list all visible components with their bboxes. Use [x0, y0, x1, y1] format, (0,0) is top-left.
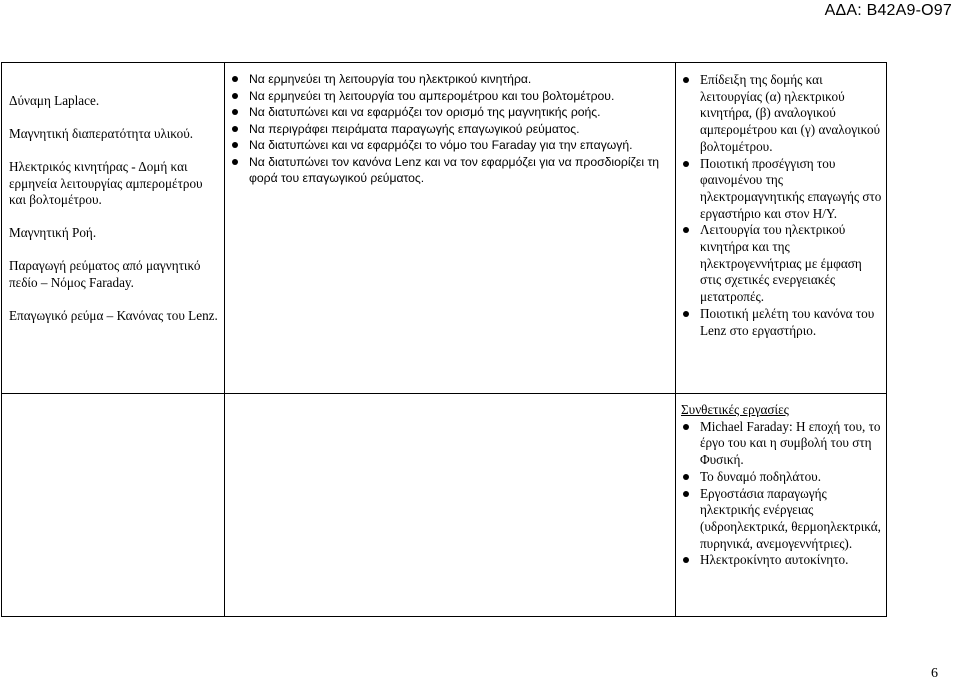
list-item [249, 71, 667, 88]
list-item [249, 104, 667, 121]
page-number: 6 [931, 666, 938, 681]
activity-text: Λειτουργία του ηλεκτρικού κινητήρα και της ηλεκτρογεννήτριας με έμφαση στις σχετικές ενεργειακές μετατροπές. [700, 222, 862, 305]
list-item [700, 222, 882, 306]
objective-text: Να διατυπώνει και να εφαρμόζει το νόμο του Faraday για την επαγωγή. [249, 138, 633, 152]
list-item [249, 137, 667, 154]
synthetic-text: Michael Faraday: Η εποχή του, το έργο του και η συμβολή του στη Φυσική. [700, 418, 881, 468]
topics-list [2, 63, 224, 324]
objective-text: Να διατυπώνει τον κανόνα Lenz και να τον εφαρμόζει για να προσδιορίζει τη φορά του επαγωγικού ρεύματος. [249, 154, 660, 185]
activity-text: Ποιοτική προσέγγιση του φαινομένου της ηλεκτρομαγνητικής επαγωγής στο εργαστήριο και στον Η/Υ. [700, 155, 882, 221]
synthetic-heading: Συνθετικές εργασίες [681, 402, 789, 417]
list-item [249, 154, 667, 187]
table-row [2, 394, 887, 617]
list-item [700, 306, 882, 339]
empty-cell [2, 394, 225, 617]
synthetic-cell [676, 394, 887, 617]
objective-text: Να ερμηνεύει τη λειτουργία του αμπερομέτρου και του βολτομέτρου. [249, 88, 615, 103]
list-item [700, 156, 882, 223]
objective-text: Να ερμηνεύει τη λειτουργία του ηλεκτρικού κινητήρα. [249, 72, 532, 86]
synthetic-text: Το δυναμό ποδηλάτου. [700, 468, 821, 484]
topic-item: Μαγνητική διαπερατότητα υλικού. [9, 126, 194, 141]
list-item [700, 72, 882, 156]
activity-text: Ποιοτική μελέτη του κανόνα του Lenz στο εργαστήριο. [700, 305, 875, 338]
table-row [2, 63, 887, 394]
bullet-icon [232, 159, 238, 165]
activities-cell [676, 63, 887, 394]
topic-item: Επαγωγικό ρεύμα – Κανόνας του Lenz. [9, 307, 218, 323]
bullet-icon [232, 126, 238, 132]
topic-item: Παραγωγή ρεύματος από μαγνητικό πεδίο – Νόμος Faraday. [9, 258, 201, 290]
synthetic-text: Ηλεκτροκίνητο αυτοκίνητο. [700, 552, 849, 568]
objective-text: Να περιγράφει πειράματα παραγωγής επαγωγικού ρεύματος. [249, 121, 580, 136]
ada-code: ΑΔΑ: Β42Α9-Ο97 [824, 2, 952, 19]
objectives-cell [225, 63, 676, 394]
bullet-icon [683, 77, 689, 83]
list-item [700, 552, 882, 569]
bullet-icon [232, 142, 238, 148]
bullet-icon [232, 93, 238, 99]
activities-list [676, 63, 886, 339]
topics-cell [2, 63, 225, 394]
list-item [700, 469, 882, 486]
bullet-icon [683, 424, 689, 430]
bullet-icon [683, 491, 689, 497]
list-item [249, 121, 667, 138]
topic-item: Δύναμη Laplace. [9, 93, 100, 108]
synthetic-text: Εργοστάσια παραγωγής ηλεκτρικής ενέργειας (υδροηλεκτρικά, θερμοηλεκτρικά, πυρηνικά, ανεμογεννήτριες). [700, 485, 881, 551]
list-item [700, 419, 882, 469]
bullet-icon [683, 161, 689, 167]
topic-item: Μαγνητική Ροή. [9, 225, 97, 240]
bullet-icon [232, 109, 238, 115]
list-item [249, 88, 667, 105]
bullet-icon [683, 311, 689, 317]
curriculum-table [1, 62, 887, 617]
bullet-icon [683, 557, 689, 563]
synthetic-list [676, 419, 886, 569]
objective-text: Να διατυπώνει και να εφαρμόζει τον ορισμό της μαγνητικής ροής. [249, 105, 601, 119]
activity-text: Επίδειξη της δομής και λειτουργίας (α) ηλεκτρικού κινητήρα, (β) αναλογικού αμπερομέτρου και (γ) αναλογικού βολτομέτρου. [700, 72, 881, 154]
synthetic-section [676, 394, 886, 419]
empty-cell [225, 394, 676, 617]
topic-item: Ηλεκτρικός κινητήρας - Δομή και ερμηνεία λειτουργίας αμπερομέτρου και βολτομέτρου. [9, 159, 203, 207]
objectives-list [225, 63, 675, 187]
list-item [700, 486, 882, 553]
bullet-icon [232, 76, 238, 82]
bullet-icon [683, 474, 689, 480]
bullet-icon [683, 227, 689, 233]
